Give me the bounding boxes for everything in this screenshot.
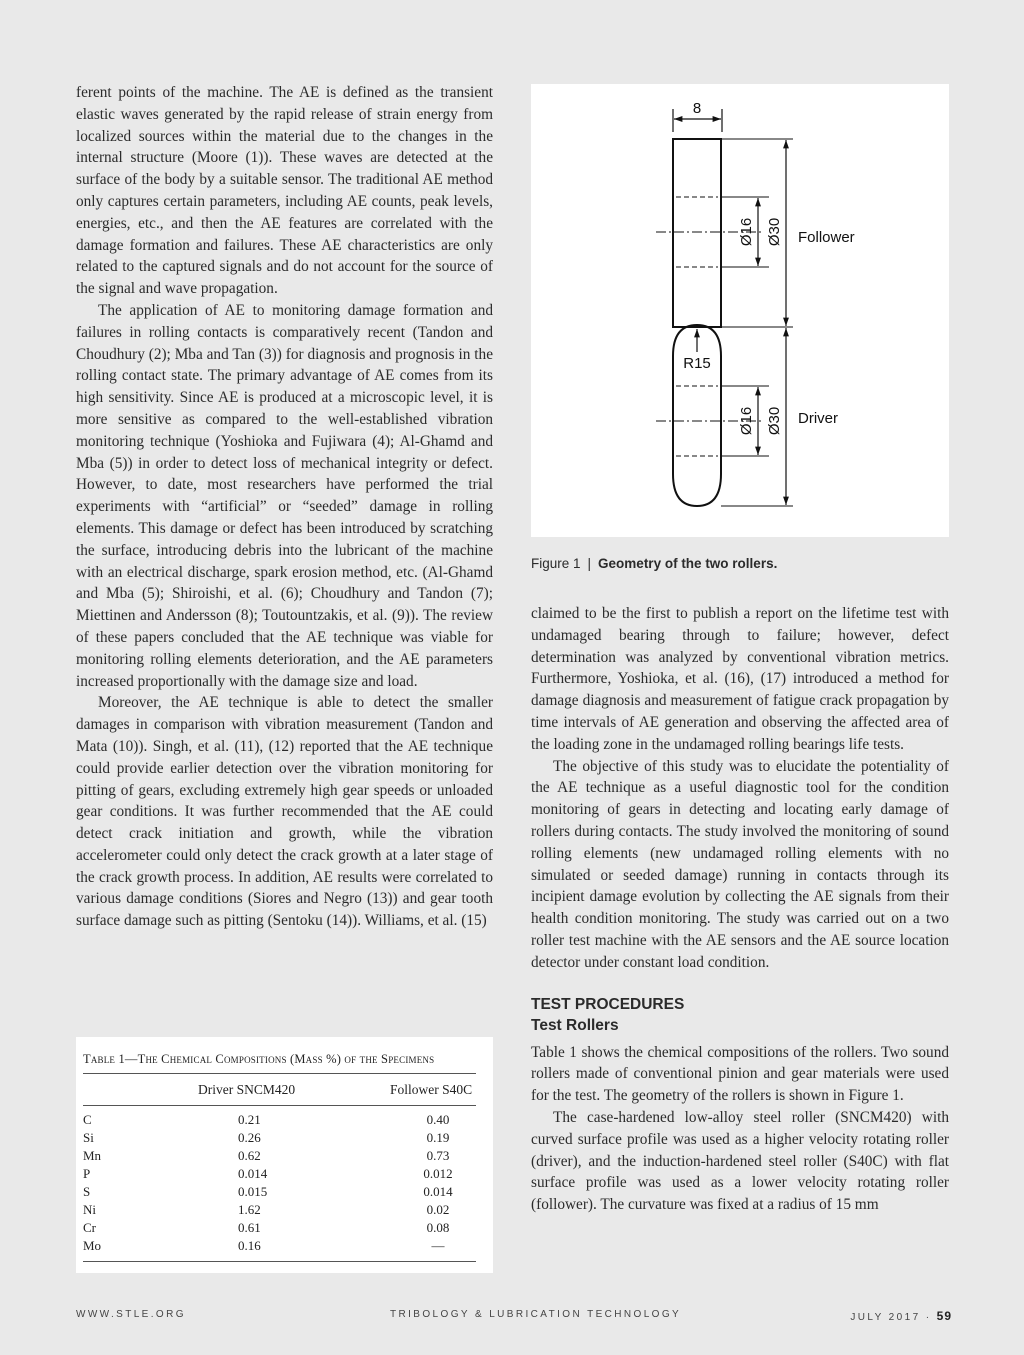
driver-value-cell: 0.014 — [238, 1166, 268, 1181]
element-cell: S — [83, 1184, 91, 1199]
table-row — [83, 1148, 476, 1166]
footer-date: JULY 2017 — [850, 1312, 921, 1323]
footer-publication: TRIBOLOGY & LUBRICATION TECHNOLOGY — [390, 1309, 682, 1320]
figure-number: Figure 1 — [531, 556, 581, 571]
element-cell: Si — [83, 1130, 94, 1145]
left-column — [76, 82, 493, 932]
paragraph: claimed to be the first to publish a report on the lifetime test with undamaged bearing through to failure; however, defect determination was analyzed by conventional vibration metrics. Furthermore, Yoshioka, et al. (16), (17) introduced a method for damage diagnosis and measurement of fatigue crack propagation by time intervals of AE generation and observing the affected area of the loading zone in the undamaged rolling bearings life tests. — [531, 605, 949, 753]
paragraph: Moreover, the AE technique is able to detect the smaller damages in comparison with vibration measurement (Tandon and Mata (10)). Singh, et al. (11), (12) reported that the AE technique could provide earlier detection over the vibration monitoring for pitting of gears, excluding extremely high gear speeds or unloaded gear conditions. It was further recommended that the AE could detect crack initiation and growth, while the vibration accelerometer could only detect the crack growth at a later stage of the crack growth process. In addition, AE results were correlated to various damage conditions (Siores and Negro (13)) and gear tooth surface damage such as pitting (Sentoku (14)). Williams, et al. (15) — [76, 694, 493, 930]
figure-1 — [531, 84, 949, 537]
subsection-heading: Test Rollers — [531, 1016, 619, 1034]
driver-value-cell: 0.16 — [238, 1238, 261, 1253]
radius-label: R15 — [683, 355, 711, 372]
element-cell: Mo — [83, 1238, 102, 1253]
driver-value-cell: 0.26 — [238, 1130, 261, 1145]
width-label: 8 — [692, 100, 702, 117]
caption-separator: | — [587, 556, 592, 571]
element-cell: P — [83, 1166, 91, 1181]
follower-value-cell: 0.02 — [426, 1202, 450, 1217]
paragraph: The objective of this study was to elucidate the potentiality of the AE technique as a useful diagnostic tool for the condition monitoring of gears in detecting and locating early damage of rollers during contacts. The study involved the monitoring of sound rolling elements (new undamaged rolling elements with no simulated or seeded damage) running in contacts through its incipient damage evolution by collecting the AE signals from their health condition monitoring. The study was carried out on a two roller test machine with the AE sensors and the AE source location detector under constant load condition. — [531, 757, 949, 971]
driver-roller-outline — [673, 325, 721, 506]
footer-separator: · — [925, 1312, 932, 1323]
paragraph: ferent points of the machine. The AE is defined as the transient elastic waves generated by the rapid release of strain energy from localized sources within the material due to the changes in the internal structure (Moore (1)). These waves are detected at the surface of the body by a suitable sensor. The traditional AE method only captures certain parameters, including AE counts, peak levels, energies, etc., and then the AE features are correlated with the damage formation and failures. These AE characteristics are only related to the captured signals and do not account for the source of the signal and wave propagation. — [76, 84, 493, 298]
table-row — [83, 1184, 476, 1202]
right-column — [531, 603, 949, 1216]
table-rule — [83, 1073, 476, 1074]
driver-value-cell: 0.61 — [238, 1220, 261, 1235]
section-heading: TEST PROCEDURES — [531, 995, 685, 1013]
follower-value-cell: 0.73 — [426, 1148, 450, 1163]
follower-outer-diameter-label: Ø30 — [766, 217, 783, 247]
driver-inner-diameter-label: Ø16 — [738, 406, 755, 436]
table-row — [83, 1130, 476, 1148]
roller-geometry-diagram — [531, 84, 949, 537]
paragraph: The case-hardened low-alloy steel roller (SNCM420) with curved surface profile was used as a higher velocity rotating roller (driver), and the induction-hardened steel roller (S40C) with flat surface profile was used as a lower velocity rotating roller (follower). The curvature was fixed at a radius of 15 mm — [531, 1108, 949, 1214]
page-number: 59 — [936, 1309, 952, 1323]
paragraph: Table 1 shows the chemical compositions of the rollers. Two sound rollers made of conventional pinion and gear materials were used for the test. The geometry of the rollers is shown in Figure 1. — [531, 1043, 949, 1105]
follower-inner-diameter-label: Ø16 — [738, 217, 755, 247]
table-title: Table 1—The Chemical Compositions (Mass %) of the Specimens — [83, 1052, 435, 1066]
table-row — [83, 1166, 476, 1184]
follower-value-cell: 0.014 — [423, 1184, 453, 1199]
element-cell: Ni — [83, 1202, 96, 1217]
element-cell: C — [83, 1112, 92, 1127]
driver-value-cell: 0.62 — [238, 1148, 261, 1163]
table-row — [83, 1238, 476, 1256]
follower-label: Follower — [798, 229, 855, 246]
table-1 — [76, 1037, 493, 1273]
follower-value-cell: — — [431, 1238, 445, 1253]
figure-title: Geometry of the two rollers. — [598, 556, 778, 571]
follower-roller-outline — [673, 139, 721, 327]
driver-value-cell: 0.015 — [238, 1184, 268, 1199]
table-row — [83, 1112, 476, 1130]
driver-value-cell: 1.62 — [238, 1202, 261, 1217]
follower-value-cell: 0.08 — [426, 1220, 450, 1235]
driver-outer-diameter-label: Ø30 — [766, 406, 783, 436]
follower-value-cell: 0.19 — [426, 1130, 450, 1145]
footer-date-page — [850, 1309, 952, 1323]
driver-value-cell: 0.21 — [238, 1112, 261, 1127]
element-cell: Mn — [83, 1148, 102, 1163]
table-row — [83, 1220, 476, 1238]
column-header-driver: Driver SNCM420 — [198, 1082, 296, 1097]
follower-value-cell: 0.40 — [426, 1112, 450, 1127]
footer-website: WWW.STLE.ORG — [76, 1309, 186, 1320]
table-rule — [83, 1261, 476, 1262]
figure-caption — [531, 556, 777, 571]
driver-label: Driver — [798, 410, 838, 427]
table-rule — [83, 1105, 476, 1106]
table-row — [83, 1202, 476, 1220]
follower-value-cell: 0.012 — [423, 1166, 453, 1181]
column-header-follower: Follower S40C — [390, 1082, 473, 1097]
element-cell: Cr — [83, 1220, 96, 1235]
paragraph: The application of AE to monitoring damage formation and failures in rolling contacts is comparatively recent (Tandon and Choudhury (2); Mba and Tan (3)) for diagnosis and prognosis in the rolling contact state. The primary advantage of AE comes from its high sensitivity. Since AE is produced at a microscopic level, it is more sensitive as compared to the well-established vibration monitoring technique (Yoshioka and Fujiwara (4); Al-Ghamd and Mba (5)) in order to detect loss of mechanical integrity or defect. However, to date, most researchers have performed the trial experiments with “artificial” or “seeded” damage in rolling elements. This damage or defect has been introduced by scratching the surface, introducing debris into the lubricant of the machine with an electrical discharge, spark erosion method, etc. (Al-Ghamd and Mba (5); Shiroishi, et al. (6); Choudhury and Tandon (7); Miettinen and Andersson (8); Toutountzakis, et al. (9)). The review of these papers concluded that the AE technique was viable for monitoring rolling elements deterioration, and the AE parameters increased proportionally with the damage size and load. — [76, 301, 493, 690]
